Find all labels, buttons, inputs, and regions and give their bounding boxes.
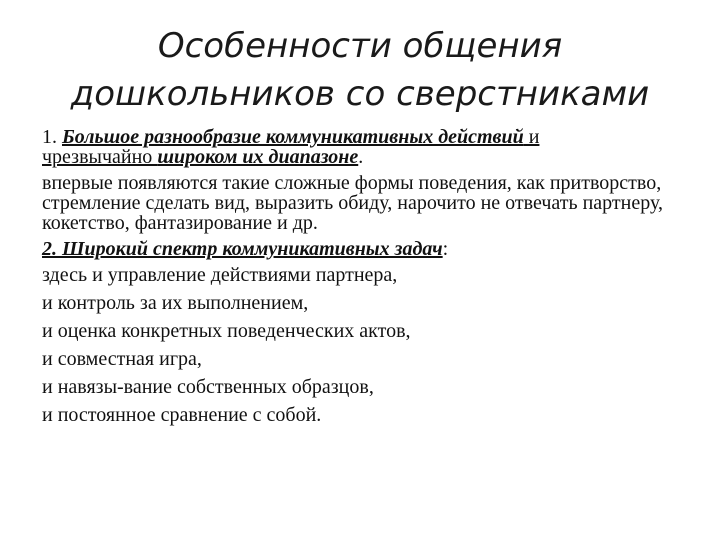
title-line-1: Особенности общения: [157, 26, 563, 66]
point-2-item: и совместная игра,: [42, 348, 202, 370]
point-2-colon: :: [442, 238, 449, 260]
point-1-heading: Большое разнообразие коммуникативных действий: [62, 126, 524, 148]
point-1: [42, 127, 692, 167]
point-1-line2-end: .: [358, 146, 364, 168]
point-2-item: и контроль за их выполнением,: [42, 292, 309, 314]
point-2-item: здесь и управление действиями партнера,: [42, 264, 398, 286]
point-1-description: впервые появляются такие сложные формы поведения, как притворство, стремление сделать вид, выразить обиду, нарочито не отвечать партнеру, кокетство, фантазирование и др.: [42, 172, 663, 234]
slide-body: [42, 127, 692, 433]
slide-title: [20, 22, 700, 118]
point-1-line2-emph: широком их диапазоне: [157, 146, 359, 168]
point-1-connector: и: [523, 126, 540, 148]
point-2-item: и постоянное сравнение с собой.: [42, 404, 322, 426]
point-2-item: и навязы-вание собственных образцов,: [42, 376, 374, 398]
point-1-number: 1.: [42, 126, 62, 148]
point-2-item: и оценка конкретных поведенческих актов,: [42, 320, 411, 342]
point-2: [42, 239, 692, 259]
point-1-line2-plain: чрезвычайно: [42, 146, 158, 168]
title-line-2: дошкольников со сверстниками: [70, 74, 650, 114]
point-2-heading: 2. Широкий спектр коммуникативных задач: [42, 238, 443, 260]
